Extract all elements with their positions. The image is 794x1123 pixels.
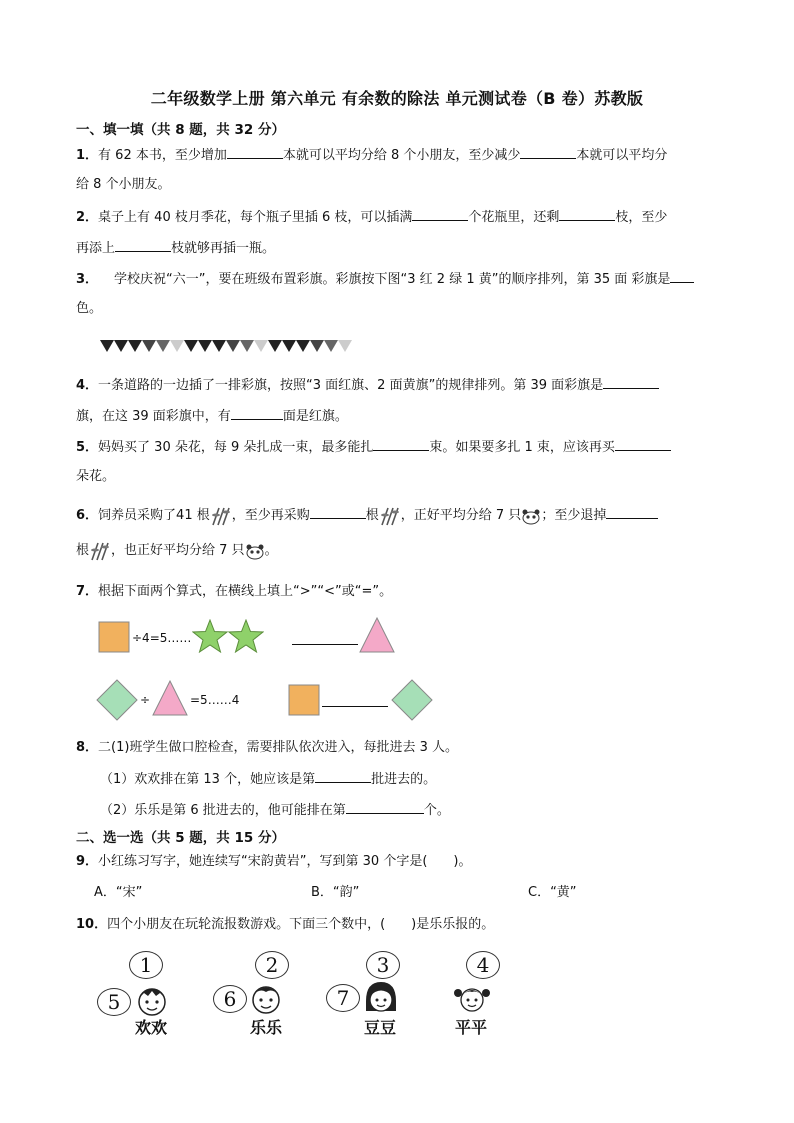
number-bubble-side: 7 (326, 984, 360, 1012)
q2-text-a: 桌子上有 40 枝月季花，每个瓶子里插 6 枝，可以插满 (98, 210, 413, 225)
question-number: 10． (76, 917, 108, 932)
q5-text-a: 妈妈买了 30 朵花，每 9 朵扎成一束，最多能扎 (98, 440, 374, 455)
child-name: 欢欢 (135, 1018, 168, 1037)
number-bubble-top: 1 (129, 951, 163, 979)
number-bubble-side: 6 (213, 985, 247, 1013)
question-3-line-2: 色。 (76, 301, 103, 316)
question-5-line-1 (76, 436, 742, 458)
answer-blank[interactable] (559, 206, 615, 221)
triangle-shape (152, 680, 188, 716)
question-5-line-2: 朵花。 (76, 469, 116, 484)
square-shape (288, 684, 320, 716)
equation-2-text: =5……4 (190, 693, 240, 707)
q10-text-a: 四个小朋友在玩轮流报数游戏。下面三个数中，( )是乐乐报的。 (107, 917, 495, 932)
question-number: 5． (76, 440, 99, 455)
question-10-line-1 (76, 915, 742, 935)
question-2-line-2 (76, 237, 742, 259)
question-8-part-2 (100, 799, 766, 821)
q6-text-e: ；至少退掉 (541, 508, 607, 523)
q6-text-a: 饲养员采购了41 根 (98, 508, 210, 523)
question-4-line-1 (76, 374, 742, 396)
bamboo-icon (210, 506, 232, 526)
answer-blank[interactable] (615, 436, 671, 451)
panda-icon (245, 542, 265, 560)
page-title: 二年级数学上册 第六单元 有余数的除法 单元测试卷（B 卷）苏教版 (150, 89, 644, 108)
q1-text-a: 有 62 本书，至少增加 (98, 148, 227, 163)
question-number: 8． (76, 740, 99, 755)
answer-blank[interactable] (670, 268, 694, 283)
q2-text-c: 枝，至少 (615, 210, 668, 225)
answer-blank[interactable] (310, 504, 366, 519)
answer-blank[interactable] (227, 144, 283, 159)
option-b[interactable]: B．“韵” (311, 885, 360, 900)
answer-blank[interactable] (606, 504, 658, 519)
question-1-line-2: 给 8 个小朋友。 (76, 177, 171, 192)
answer-blank[interactable] (373, 436, 429, 451)
answer-blank[interactable] (603, 374, 659, 389)
question-number: 9． (76, 854, 99, 869)
q8-part1-a: （1）欢欢排在第 13 个，她应该是第 (100, 772, 316, 787)
option-a[interactable]: A．“宋” (94, 885, 143, 900)
number-bubble-top: 3 (366, 951, 400, 979)
q6-text-l2c: 。 (264, 543, 278, 558)
compare-blank-1[interactable] (292, 630, 358, 645)
child-name: 平平 (455, 1018, 488, 1037)
q2-text-b: 个花瓶里，还剩 (468, 210, 560, 225)
q8-text-a: 二(1)班学生做口腔检查，需要排队依次进入，每批进去 3 人。 (98, 740, 458, 755)
q4-text-a: 一条道路的一边插了一排彩旗，按照“3 面红旗、2 面黄旗”的规律排列。第 39 面彩旗是 (98, 378, 604, 393)
answer-blank[interactable] (115, 237, 171, 252)
q6-text-b: ，至少再采购 (231, 508, 310, 523)
q1-text-c: 本就可以平均分 (576, 148, 668, 163)
bamboo-icon (89, 541, 111, 561)
answer-blank[interactable] (346, 799, 424, 814)
answer-blank[interactable] (231, 405, 283, 420)
star-shape (228, 619, 264, 653)
question-8-part-1 (100, 768, 766, 790)
q6-text-d: ，正好平均分给 7 只 (400, 508, 522, 523)
panda-icon (521, 507, 541, 525)
boy-face-icon (134, 982, 170, 1018)
q6-text-c: 根 (365, 508, 379, 523)
q6-text-l2a: 根 (76, 543, 90, 558)
section-fill-in: 一、填一填（共 8 题，共 32 分） (76, 122, 285, 138)
square-shape (98, 621, 130, 653)
girl-face-icon (362, 979, 400, 1017)
flag-sequence-image (100, 340, 352, 354)
question-3-line-1 (76, 268, 742, 290)
answer-blank[interactable] (315, 768, 371, 783)
q5-text-b: 束。如果要多扎 1 束，应该再买 (429, 440, 615, 455)
q8-part1-b: 批进去的。 (371, 772, 437, 787)
question-number: 1． (76, 148, 99, 163)
child-name: 豆豆 (364, 1018, 397, 1037)
boy-face-icon (248, 980, 284, 1016)
question-8-line-1 (76, 738, 742, 758)
q3-text-a: 学校庆祝“六一”，要在班级布置彩旗。彩旗按下图“3 红 2 绿 1 黄”的顺序排列，第 35 面 彩旗是 (114, 272, 671, 287)
question-number: 3． (76, 272, 99, 287)
question-2-line-1 (76, 206, 742, 228)
q7-text-a: 根据下面两个算式，在横线上填上“>”“<”或“=”。 (98, 584, 393, 599)
question-6-line-2 (76, 540, 742, 562)
question-4-line-2 (76, 405, 742, 427)
number-bubble-top: 2 (255, 951, 289, 979)
q8-part2-b: 个。 (423, 803, 450, 818)
divide-sign: ÷ (140, 693, 151, 707)
number-bubble-top: 4 (466, 951, 500, 979)
question-number: 6． (76, 508, 99, 523)
q9-text-a: 小红练习写字，她连续写“宋韵黄岩”，写到第 30 个字是( )。 (98, 854, 472, 869)
question-number: 7． (76, 584, 99, 599)
answer-blank[interactable] (412, 206, 468, 221)
q4-text-l2a: 旗，在这 39 面彩旗中，有 (76, 409, 231, 424)
question-7-line-1 (76, 582, 742, 602)
child-name: 乐乐 (250, 1018, 283, 1037)
question-9-line-1 (76, 852, 742, 872)
diamond-shape (96, 679, 138, 721)
diamond-shape (391, 679, 433, 721)
compare-blank-2[interactable] (322, 692, 388, 707)
q6-text-l2b: ，也正好平均分给 7 只 (111, 543, 245, 558)
section-multiple-choice: 二、选一选（共 5 题，共 15 分） (76, 830, 285, 846)
number-bubble-side: 5 (97, 988, 131, 1016)
option-c[interactable]: C．“黄” (528, 885, 577, 900)
girl-face-icon (452, 979, 492, 1017)
q1-text-b: 本就可以平均分给 8 个小朋友，至少减少 (282, 148, 521, 163)
question-1-line-1 (76, 144, 742, 166)
answer-blank[interactable] (520, 144, 576, 159)
q2-text-l2b: 枝就够再插一瓶。 (171, 241, 276, 256)
bamboo-icon (379, 506, 401, 526)
q8-part2-a: （2）乐乐是第 6 批进去的，他可能排在第 (100, 803, 346, 818)
q4-text-l2b: 面是红旗。 (282, 409, 348, 424)
question-6-line-1 (76, 504, 742, 527)
star-shape (192, 619, 228, 653)
q2-text-l2a: 再添上 (76, 241, 116, 256)
triangle-shape (359, 617, 395, 653)
question-number: 4． (76, 378, 99, 393)
question-number: 2． (76, 210, 99, 225)
equation-1-text: ÷4=5…… (132, 631, 192, 645)
